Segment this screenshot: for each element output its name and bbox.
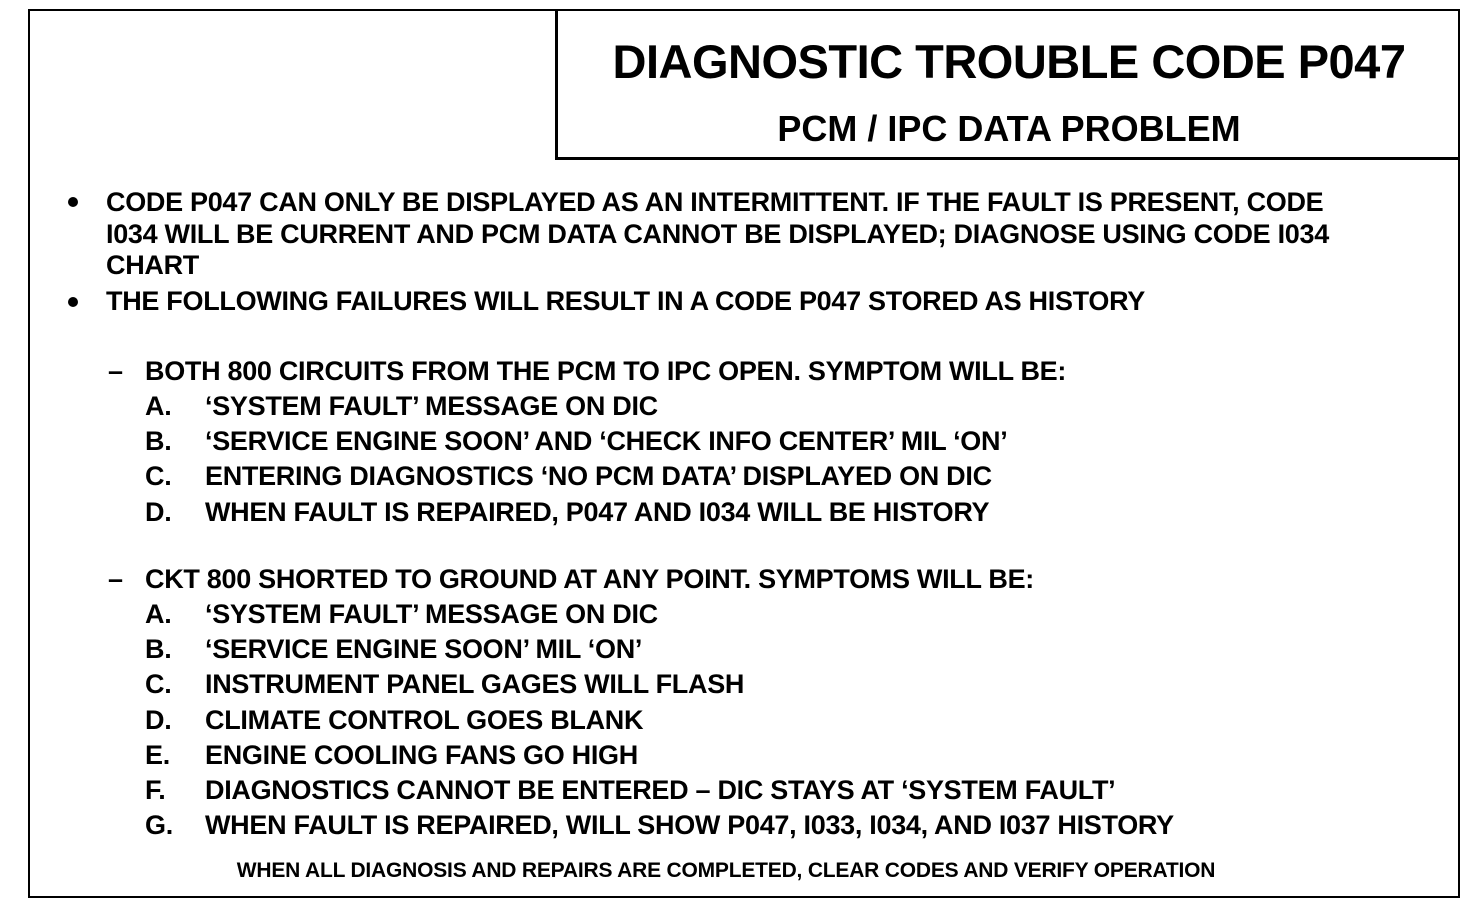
section-2-item-e-text: ENGINE COOLING FANS GO HIGH xyxy=(205,740,638,770)
bullet-2-line-1: THE FOLLOWING FAILURES WILL RESULT IN A CODE P047 STORED AS HISTORY xyxy=(106,286,1145,316)
bullet-icon xyxy=(68,297,78,307)
section-2-heading: CKT 800 SHORTED TO GROUND AT ANY POINT. SYMPTOMS WILL BE: xyxy=(145,564,1034,594)
section-2-item-f-text: DIAGNOSTICS CANNOT BE ENTERED – DIC STAYS AT ‘SYSTEM FAULT’ xyxy=(205,775,1116,805)
bullet-icon xyxy=(68,197,78,207)
section-1-item-a-text: ‘SYSTEM FAULT’ MESSAGE ON DIC xyxy=(205,391,658,421)
page-title: DIAGNOSTIC TROUBLE CODE P047 xyxy=(612,35,1406,88)
section-1-item-d-text: WHEN FAULT IS REPAIRED, P047 AND I034 WILL BE HISTORY xyxy=(205,497,990,527)
section-1-item-a-letter: A. xyxy=(145,391,172,421)
section-2-item-d-text: CLIMATE CONTROL GOES BLANK xyxy=(205,705,644,735)
section-2-item-d-letter: D. xyxy=(145,705,172,735)
bullet-1-line-3: CHART xyxy=(106,250,199,280)
section-2-item-e-letter: E. xyxy=(145,740,170,770)
section-2-item-a-letter: A. xyxy=(145,599,172,629)
section-1-heading: BOTH 800 CIRCUITS FROM THE PCM TO IPC OPEN. SYMPTOM WILL BE: xyxy=(145,356,1067,386)
section-2-item-b-text: ‘SERVICE ENGINE SOON’ MIL ‘ON’ xyxy=(205,634,643,664)
section-1-item-c-letter: C. xyxy=(145,461,172,491)
section-2-item-g-letter: G. xyxy=(145,810,173,840)
title-box xyxy=(555,10,1460,160)
section-2-dash: – xyxy=(108,564,123,594)
section-1-item-d-letter: D. xyxy=(145,497,172,527)
section-2-item-f-letter: F. xyxy=(145,775,166,805)
bullet-1-line-2: I034 WILL BE CURRENT AND PCM DATA CANNOT BE DISPLAYED; DIAGNOSE USING CODE I034 xyxy=(106,219,1329,249)
section-2-item-c-text: INSTRUMENT PANEL GAGES WILL FLASH xyxy=(205,669,745,699)
bullet-1-line-1: CODE P047 CAN ONLY BE DISPLAYED AS AN INTERMITTENT. IF THE FAULT IS PRESENT, CODE xyxy=(106,187,1324,217)
section-2-item-c-letter: C. xyxy=(145,669,172,699)
section-2-item-g-text: WHEN FAULT IS REPAIRED, WILL SHOW P047, I033, I034, AND I037 HISTORY xyxy=(205,810,1174,840)
page-subtitle: PCM / IPC DATA PROBLEM xyxy=(777,108,1241,149)
section-1-item-b-letter: B. xyxy=(145,426,172,456)
section-1-item-b-text: ‘SERVICE ENGINE SOON’ AND ‘CHECK INFO CENTER’ MIL ‘ON’ xyxy=(205,426,1008,456)
section-2-item-a-text: ‘SYSTEM FAULT’ MESSAGE ON DIC xyxy=(205,599,658,629)
section-1-item-c-text: ENTERING DIAGNOSTICS ‘NO PCM DATA’ DISPLAYED ON DIC xyxy=(205,461,992,491)
footer-note: WHEN ALL DIAGNOSIS AND REPAIRS ARE COMPLETED, CLEAR CODES AND VERIFY OPERATION xyxy=(236,859,1216,882)
section-2-item-b-letter: B. xyxy=(145,634,172,664)
section-1-dash: – xyxy=(108,356,123,386)
